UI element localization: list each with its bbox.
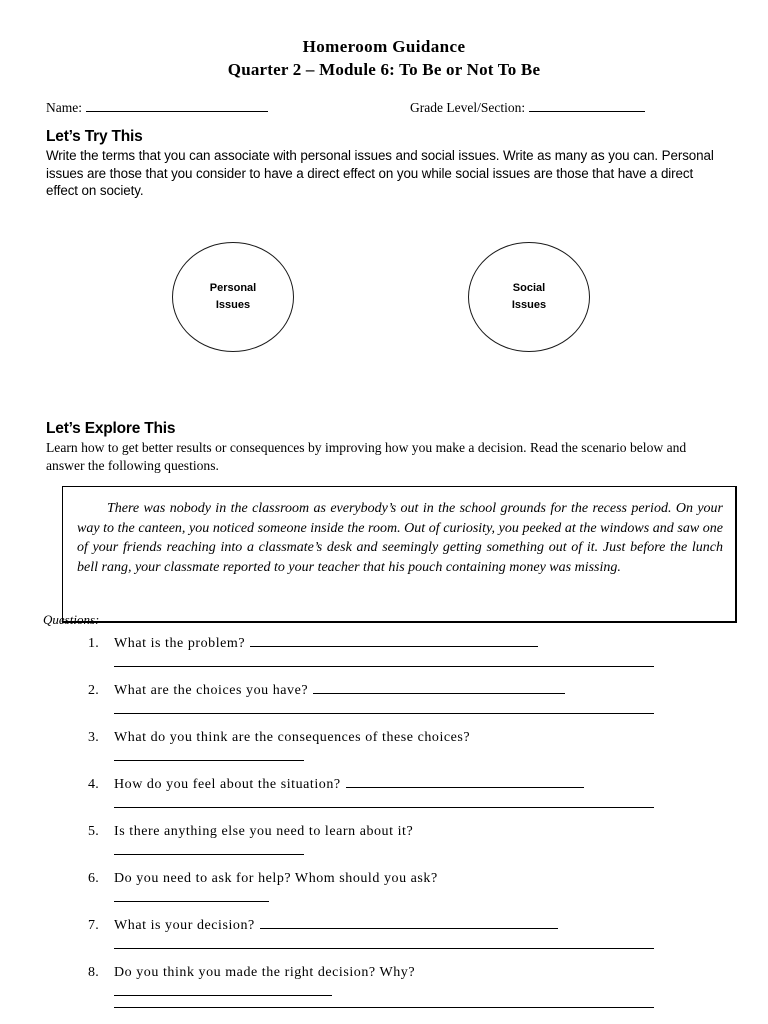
name-field-group bbox=[46, 100, 268, 116]
question-item bbox=[88, 913, 728, 949]
question-item bbox=[88, 772, 728, 808]
question-text: Do you need to ask for help? Whom should you ask? bbox=[114, 871, 438, 886]
circle-social-issues[interactable] bbox=[468, 242, 590, 352]
circle-personal-issues[interactable] bbox=[172, 242, 294, 352]
question-number: 7. bbox=[88, 918, 100, 933]
question-number: 5. bbox=[88, 824, 100, 839]
question-line bbox=[88, 819, 728, 844]
question-line bbox=[88, 913, 728, 938]
question-item bbox=[88, 819, 728, 855]
answer-line[interactable] bbox=[114, 854, 304, 855]
answer-line[interactable] bbox=[114, 713, 654, 714]
questions-list bbox=[88, 631, 728, 1019]
answer-line-inline[interactable] bbox=[346, 775, 584, 788]
circle-personal-label-line-2: Issues bbox=[215, 299, 251, 311]
question-line bbox=[88, 960, 728, 985]
answer-line[interactable] bbox=[114, 760, 304, 761]
questions-label: Questions: bbox=[43, 612, 100, 627]
question-number: 6. bbox=[88, 871, 100, 886]
answer-line-trailing[interactable] bbox=[114, 1007, 654, 1008]
circle-social-label-line-1: Social bbox=[512, 282, 546, 294]
question-text: Is there anything else you need to learn about it? bbox=[114, 824, 414, 839]
question-number: 2. bbox=[88, 683, 100, 698]
question-line bbox=[88, 772, 728, 797]
answer-line-inline[interactable] bbox=[313, 681, 565, 694]
grade-field-group bbox=[410, 100, 645, 116]
scenario-box bbox=[62, 486, 737, 623]
question-line bbox=[88, 725, 728, 750]
question-line bbox=[88, 631, 728, 656]
circle-personal-label-line-1: Personal bbox=[209, 282, 257, 294]
question-number: 4. bbox=[88, 777, 100, 792]
question-text: What are the choices you have? bbox=[114, 683, 309, 698]
document-title-line-1: Homeroom Guidance bbox=[302, 37, 466, 56]
answer-line[interactable] bbox=[114, 901, 269, 902]
question-item bbox=[88, 678, 728, 714]
question-item bbox=[88, 631, 728, 667]
question-item bbox=[88, 960, 728, 996]
lets-explore-this-instructions: Learn how to get better results or consequences by improving how you make a decision. Read the scenario below and answer the following questions. bbox=[46, 440, 687, 473]
answer-line-inline[interactable] bbox=[250, 634, 538, 647]
name-input-line[interactable] bbox=[86, 100, 268, 112]
section-heading-lets-try-this: Let’s Try This bbox=[46, 128, 143, 145]
question-number: 8. bbox=[88, 965, 100, 980]
question-text: Do you think you made the right decision? Why? bbox=[114, 965, 416, 980]
question-number: 3. bbox=[88, 730, 100, 745]
document-title-line-2: Quarter 2 – Module 6: To Be or Not To Be bbox=[227, 60, 541, 79]
answer-line[interactable] bbox=[114, 995, 332, 996]
grade-label: Grade Level/Section: bbox=[410, 100, 526, 115]
lets-try-this-instructions: Write the terms that you can associate with personal issues and social issues. Write as many as you can. Personal issues are those that you consider to have a direct effect on you while social issues are those that have a direct effect on society. bbox=[46, 148, 714, 198]
document-header bbox=[0, 36, 768, 82]
answer-line[interactable] bbox=[114, 666, 654, 667]
circle-social-label-line-2: Issues bbox=[511, 299, 547, 311]
question-number: 1. bbox=[88, 636, 100, 651]
identity-row bbox=[46, 100, 722, 120]
answer-line-inline[interactable] bbox=[260, 916, 558, 929]
question-line bbox=[88, 678, 728, 703]
section-heading-lets-explore-this: Let’s Explore This bbox=[46, 420, 176, 437]
question-item bbox=[88, 725, 728, 761]
question-text: How do you feel about the situation? bbox=[114, 777, 341, 792]
question-text: What is the problem? bbox=[114, 636, 246, 651]
scenario-text: There was nobody in the classroom as everybody’s out in the school grounds for the recess period. On your way to the canteen, you noticed someone inside the room. Out of curiosity, you peeked at the windows and saw one of your friends reaching into a classmate’s desk and seemingly getting something out of it. Just before the lunch bell rang, your classmate reported to your teacher that his pouch containing money was missing. bbox=[77, 501, 723, 575]
question-line bbox=[88, 866, 728, 891]
question-item bbox=[88, 866, 728, 902]
answer-line[interactable] bbox=[114, 948, 654, 949]
grade-input-line[interactable] bbox=[529, 100, 645, 112]
question-text: What is your decision? bbox=[114, 918, 255, 933]
issue-circles-group bbox=[0, 242, 768, 357]
answer-line[interactable] bbox=[114, 807, 654, 808]
name-label: Name: bbox=[46, 100, 82, 115]
question-text: What do you think are the consequences of these choices? bbox=[114, 730, 471, 745]
